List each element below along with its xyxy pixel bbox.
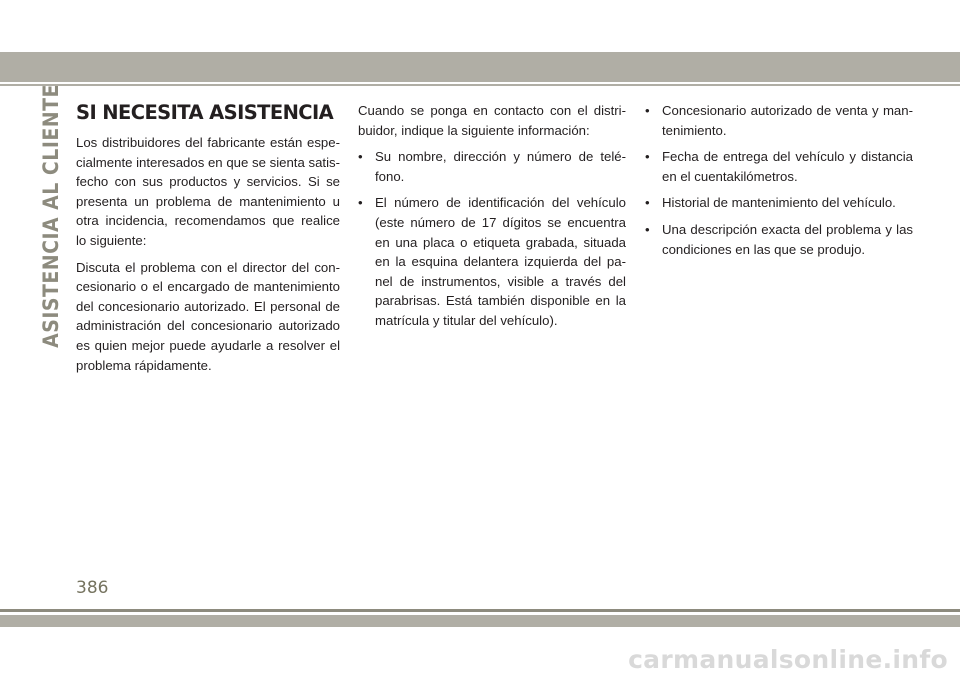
section-heading: SI NECESITA ASISTENCIA [76, 101, 334, 124]
bullet-icon: • [645, 195, 650, 211]
bullet-icon: • [358, 195, 363, 211]
list-item [358, 193, 626, 330]
list-item [645, 220, 913, 259]
footer-rule [0, 609, 960, 612]
paragraph-intro: Los distribuidores del fabricante están espe-cialmente interesados en que se sienta satis-fecho con sus productos y servicios. Si se presenta un problema de mantenimiento u otra incidencia, recomendamos que realice lo siguiente: [76, 135, 340, 248]
header-band [0, 52, 960, 82]
footer-band [0, 615, 960, 627]
bullet-icon: • [358, 149, 363, 165]
list-item [358, 147, 626, 186]
bullet-icon: • [645, 103, 650, 118]
list-item-text: Fecha de entrega del vehículo y distancia en el cuentakilómetros. [662, 149, 913, 184]
list-item [645, 101, 913, 140]
list-item [645, 147, 913, 186]
watermark [0, 640, 960, 678]
info-list-1 [358, 147, 626, 330]
page-number: 386 [76, 578, 109, 598]
list-item-text: Una descripción exacta del problema y las condiciones en las que se produjo. [662, 221, 913, 257]
list-item [645, 193, 913, 213]
bullet-icon: • [645, 149, 650, 165]
side-tab [38, 84, 64, 348]
paragraph-discuss: Discuta el problema con el director del con-cesionario o el encargado de mantenimiento del concesionario autorizado. El personal de administración del concesionario autorizado es quien mejor puede ayudarle a resolver el problema rápidamente. [76, 259, 340, 373]
column-2 [358, 101, 626, 338]
watermark-text: carmanualsonline.info [628, 644, 948, 674]
side-tab-label: ASISTENCIA AL CLIENTE [39, 84, 64, 348]
list-item-text: El número de identificación del vehículo (este número de 17 dígitos se encuentra en una placa o etiqueta grabada, situada en la esquina delantera izquierda del pa-nel de instrumentos, visible a través del parabrisas. Está también disponible en la matrícula y titular del vehículo). [375, 195, 626, 328]
paragraph-contact: Cuando se ponga en contacto con el distri-buidor, indique la siguiente información: [358, 103, 626, 138]
info-list-2 [645, 101, 913, 259]
header-rule [0, 84, 960, 86]
column-1 [76, 100, 340, 382]
list-item-text: Concesionario autorizado de venta y man-tenimiento. [662, 103, 913, 138]
list-item-text: Su nombre, dirección y número de telé-fono. [375, 149, 626, 184]
column-3 [645, 101, 913, 266]
list-item-text: Historial de mantenimiento del vehículo. [662, 195, 896, 211]
bullet-icon: • [645, 221, 650, 237]
